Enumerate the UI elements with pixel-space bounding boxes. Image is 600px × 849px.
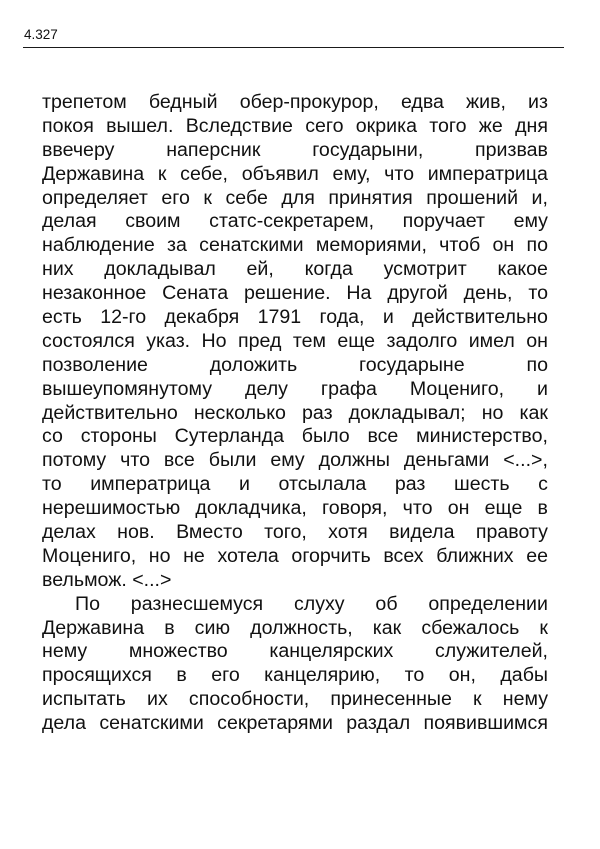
text-line: позволение доложить государыне по [42, 353, 548, 376]
text-line: делах нов. Вместо того, хотя видела правоту [42, 521, 548, 544]
text-line: есть 12-го декабря 1791 года, и действительно [42, 306, 548, 329]
text-line: незаконное Сената решение. На другой день, то [42, 282, 548, 305]
text-line: Державина к себе, объявил ему, что императрица [42, 162, 548, 185]
text-line: По разнесшемуся слуху об определении [75, 592, 548, 615]
text-line: потому что все были ему должны деньгами <...>, [42, 449, 548, 472]
text-line: нему множество канцелярских служителей, [42, 640, 548, 663]
text-line: состоялся указ. Но пред тем еще задолго имел он [42, 329, 548, 352]
text-line: действительно несколько раз докладывал; но как [42, 401, 548, 424]
text-line: просящихся в его канцелярию, то он, дабы [42, 664, 548, 687]
text-line: делая своим статс-секретарем, поручает ему [42, 210, 548, 233]
text-line: со стороны Сутерланда было все министерство, [42, 425, 548, 448]
page-number: 4.327 [24, 27, 58, 42]
text-line: ввечеру наперсник государыни, призвав [42, 138, 548, 161]
text-line: вышеупомянутому делу графа Моцениго, и [42, 377, 548, 400]
page-header [23, 25, 564, 48]
text-line: покоя вышел. Вследствие сего окрика того же дня [42, 114, 548, 137]
text-line: наблюдение за сенатскими мемориями, чтоб он по [42, 234, 548, 257]
paragraph-2 [42, 593, 548, 736]
text-line: Моцениго, но не хотела огорчить всех ближних ее [42, 544, 548, 567]
text-line: них докладывал ей, когда усмотрит какое [42, 258, 548, 281]
text-line: дела сенатскими секретарями раздал появившимся [42, 712, 548, 735]
text-line: определяет его к себе для принятия прошений и, [42, 186, 548, 209]
text-line: испытать их способности, принесенные к нему [42, 688, 548, 711]
body-text [42, 91, 548, 736]
paragraph-1 [42, 91, 548, 593]
text-line: Державина в сию должность, как сбежалось к [42, 616, 548, 639]
text-line: нерешимостью докладчика, говоря, что он еще в [42, 497, 548, 520]
text-line: трепетом бедный обер-прокурор, едва жив, из [42, 91, 548, 113]
text-line: то императрица и отсылала раз шесть с [42, 473, 548, 496]
text-line: вельмож. <...> [42, 568, 172, 591]
